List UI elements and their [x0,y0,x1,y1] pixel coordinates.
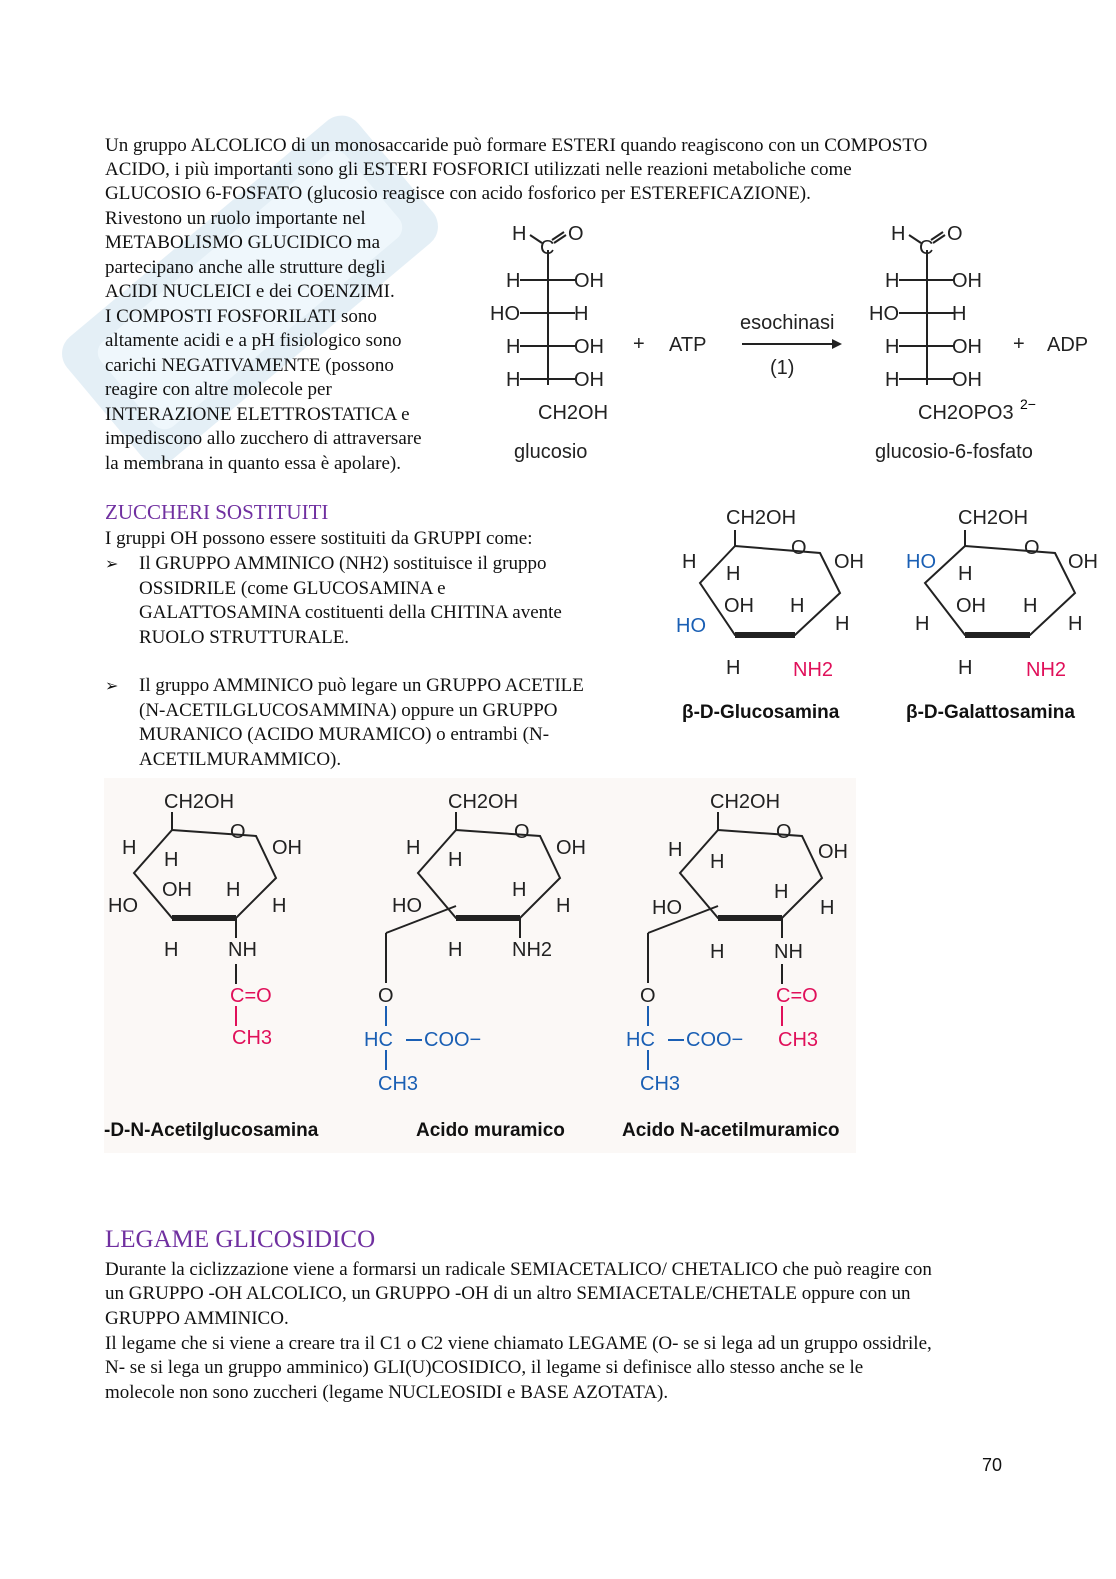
p-oh1: OH [952,270,982,292]
desc-line: reagire con altre molecole per [105,379,332,400]
p-oh4: OH [952,369,982,391]
carboxylate: COO− [424,1029,482,1051]
ring-oxygen: O [230,821,246,843]
c3-oh: OH [162,879,192,901]
c4-h2: H [448,849,463,871]
ether-oxygen: O [640,985,656,1007]
bullet-text: MURANICO (ACIDO MURAMICO) o entrambi (N- [139,724,550,745]
g-oh1: OH [574,270,604,292]
desc-line: I COMPOSTI FOSFORILATI sono [105,306,377,327]
ether-oxygen: O [378,985,394,1007]
c2-nh: NH [774,941,803,963]
adp-label: ADP [1047,334,1089,356]
c4-ho: HO [906,551,936,573]
methyl: CH3 [378,1073,419,1095]
plus-sign: + [633,333,645,355]
g-ch2oh: CH2OH [538,402,609,424]
ch2oh-label: CH2OH [710,791,781,813]
g6p-label: glucosio-6-fosfato [875,441,1033,463]
muramic-acid-caption: Acido muramico [416,1120,565,1141]
c3-oh: OH [956,595,986,617]
body-line: molecole non sono zuccheri (legame NUCLEOSIDI e BASE AZOTATA). [105,1382,669,1403]
c4-h2: H [710,851,725,873]
glucose-label: glucosio [514,441,588,463]
aldehyde-c: C [540,237,555,259]
g-h2: H [574,303,589,325]
body-line: un GRUPPO -OH ALCOLICO, un GRUPPO -OH di un altro SEMIACETALE/CHETALE oppure con un [105,1283,911,1304]
aldehyde-o: O [947,223,963,245]
bullet-text: ACETILMURAMMICO). [139,748,342,770]
c4-ho: HO [392,895,422,917]
c1-h: H [556,895,571,917]
hexokinase-reaction-figure [480,210,1110,480]
section-title-substituted-sugars: ZUCCHERI SOSTITUITI [105,500,329,524]
section-title-glycosidic-bond: LEGAME GLICOSIDICO [105,1226,376,1253]
carbonyl: C=O [776,985,818,1007]
p-charge: 2− [1020,396,1036,412]
c2-nh2: NH2 [793,659,834,681]
c4-h2: H [915,613,930,635]
bullet-text: Il gruppo AMMINICO può legare un GRUPPO ACETILE [139,675,584,696]
c3-h: H [710,941,725,963]
g-h1: H [506,270,521,292]
intro-line-1: Un gruppo ALCOLICO di un monosaccaride può formare ESTERI quando reagiscono con un COMPOSTO [105,135,928,156]
carboxylate: COO− [686,1029,744,1051]
desc-line: partecipano anche alle strutture degli [105,257,386,278]
glucosamine-ring [700,530,840,635]
methyl: CH3 [232,1027,273,1049]
c2-h: H [226,879,241,901]
c4-h: H [406,837,421,859]
ring-oxygen: O [514,821,530,843]
aldehyde-h: H [891,223,906,245]
body-line: N- se si lega un gruppo amminico) GLI(U)COSIDICO, il legame si definisce allo stesso anche se le [105,1357,864,1378]
atp-label: ATP [669,334,707,356]
aldehyde-c: C [919,237,934,259]
ch2oh-label: CH2OH [164,791,235,813]
desc-line: ACIDI NUCLEICI e dei COENZIMI. [105,281,395,302]
galactosamine-caption: β-D-Galattosamina [906,702,1075,723]
g-oh3: OH [574,336,604,358]
g-oh4: OH [574,369,604,391]
c2-nh2: NH2 [1026,659,1067,681]
methyl: CH3 [640,1073,681,1095]
p-oh3: OH [952,336,982,358]
c2-nh2: NH2 [512,939,553,961]
c4-h: H [682,551,697,573]
n-acetylmuramic-caption: Acido N-acetilmuramico [622,1120,840,1141]
body-line: Durante la ciclizzazione viene a formarsi un radicale SEMIACETALICO/ CHETALICO che può reagire con [105,1259,932,1280]
galactosamine-ring [925,530,1075,635]
desc-line: Rivestono un ruolo importante nel [105,208,366,229]
c3-h: H [448,939,463,961]
p-h1: H [885,270,900,292]
ring-oxygen: O [1024,537,1040,559]
desc-line: impediscono allo zucchero di attraversare [105,428,422,449]
c3-oh: OH [724,595,754,617]
bullet-text: RUOLO STRUTTURALE. [139,626,350,648]
p-h3: H [885,336,900,358]
p-h4: H [885,369,900,391]
ring-oxygen: O [791,537,807,559]
bullet-arrow-icon: ➢ [105,676,119,695]
bullet-text: Il GRUPPO AMMINICO (NH2) sostituisce il gruppo [139,553,547,574]
ch2oh-label: CH2OH [726,507,797,529]
aldehyde-h: H [512,223,527,245]
muramic-acid-figure [104,778,856,1153]
desc-line: INTERAZIONE ELETTROSTATICA e [105,404,410,425]
bullet-text: (N-ACETILGLUCOSAMMINA) oppure un GRUPPO [139,699,558,721]
bullet-acetyl-group [105,674,625,774]
c4-h: H [668,839,683,861]
page-number: 70 [982,1455,1003,1475]
c1-oh: OH [556,837,586,859]
amino-sugar-figure [660,498,1110,738]
g-h4: H [506,369,521,391]
intro-line-3: GLUCOSIO 6-FOSFATO (glucosio reagisce con acido fosforico per ESTEREFICAZIONE). [105,183,811,204]
bullet-arrow-icon: ➢ [105,554,119,573]
c1-oh: OH [1068,551,1098,573]
c1-oh: OH [834,551,864,573]
c3-h: H [726,657,741,679]
desc-line: altamente acidi e a pH fisiologico sono [105,330,402,351]
c3-h: H [958,657,973,679]
c3-h: H [164,939,179,961]
aldehyde-o: O [568,223,584,245]
c1-h: H [820,897,835,919]
c4-h2: H [164,849,179,871]
c4-ho: HO [652,897,682,919]
step-label: (1) [770,357,795,379]
bullet-amino-group [105,552,625,652]
c2-nh: NH [228,939,257,961]
g-ho2: HO [490,303,520,325]
c1-h: H [272,895,287,917]
ring-oxygen: O [776,821,792,843]
c2-h: H [774,881,789,903]
bullet-text: GALATTOSAMINA costituenti della CHITINA avente [139,602,562,623]
c1-h: H [835,613,850,635]
desc-line: METABOLISMO GLUCIDICO ma [105,232,381,253]
hc-label: HC [364,1029,393,1051]
bullet-text: OSSIDRILE (come GLUCOSAMINA e [139,577,446,599]
c4-ho: HO [676,615,706,637]
c2-h: H [512,879,527,901]
ch2oh-label: CH2OH [448,791,519,813]
glucosamine-caption: β-D-Glucosamina [682,702,840,723]
c4-h: H [122,837,137,859]
carbonyl: C=O [230,985,272,1007]
c2-h: H [790,595,805,617]
c4-ho: HO [108,895,138,917]
p-h2: H [952,303,967,325]
n-acetylglucosamine-caption: -D-N-Acetilglucosamina [104,1120,319,1141]
body-line: GRUPPO AMMINICO. [105,1308,289,1329]
methyl: CH3 [778,1029,819,1051]
c4-h: H [958,563,973,585]
c4-h2: H [726,563,741,585]
desc-line: carichi NEGATIVAMENTE (possono [105,355,394,376]
body-line: Il legame che si viene a creare tra il C1 o C2 viene chiamato LEGAME (O- se si lega ad un gruppo ossidrile, [105,1333,932,1354]
ch2oh-label: CH2OH [958,507,1029,529]
desc-line: la membrana in quanto essa è apolare). [105,453,401,474]
c1-oh: OH [818,841,848,863]
plus-sign: + [1013,333,1025,355]
section-intro: I gruppi OH possono essere sostituiti da GRUPPI come: [105,528,533,549]
c1-h: H [1068,613,1083,635]
p-ch2opo3: CH2OPO3 [918,402,1014,424]
c1-oh: OH [272,837,302,859]
hc-label: HC [626,1029,655,1051]
c2-h: H [1023,595,1038,617]
enzyme-label: esochinasi [740,312,835,334]
p-ho2: HO [869,303,899,325]
intro-line-2: ACIDO, i più importanti sono gli ESTERI FOSFORICI utilizzati nelle reazioni metaboliche come [105,159,852,180]
g-h3: H [506,336,521,358]
